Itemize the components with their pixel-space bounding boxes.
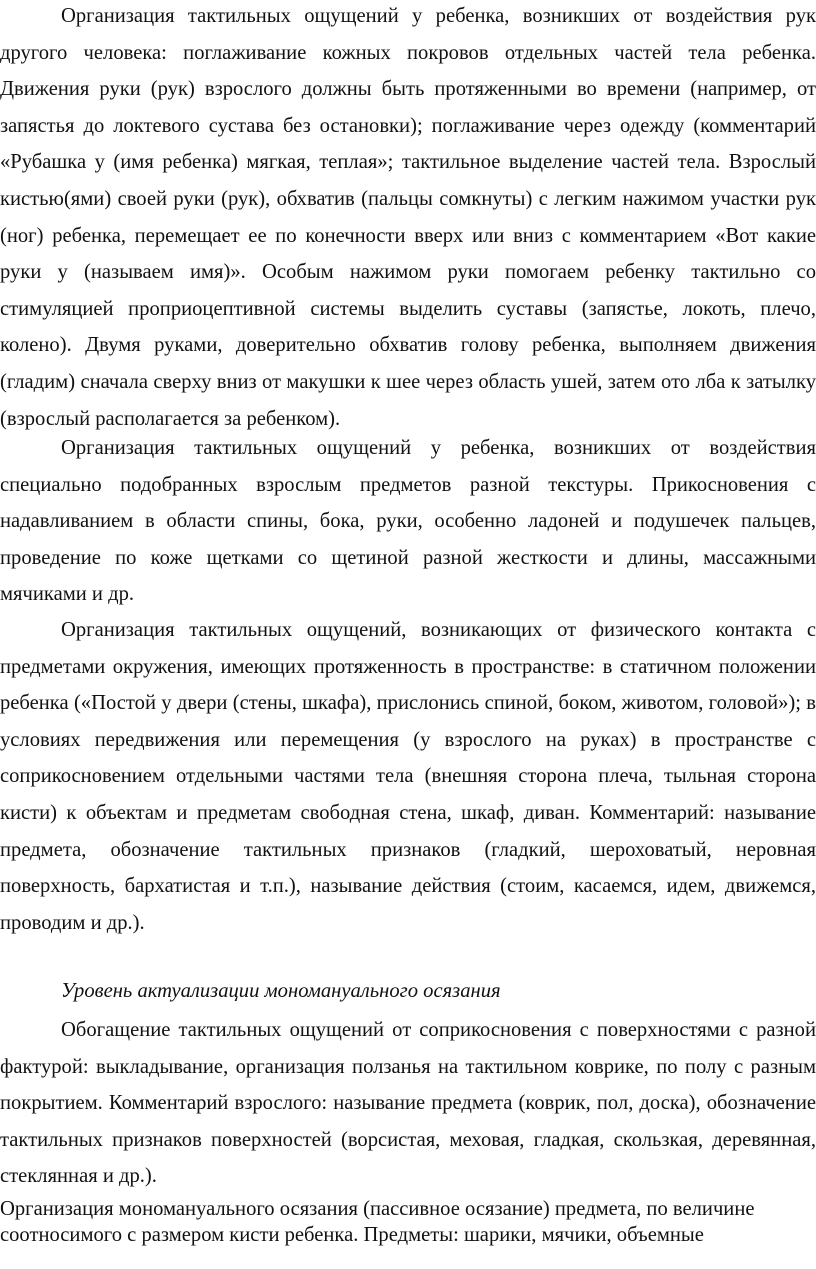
paragraph-tactile-environment: Организация тактильных ощущений, возникающих от физического контакта с предметами окружения, имеющих протяженность в пространстве: в статичном положении ребенка («Постой у двери (стены, шкафа), прислонись спиной, боком, животом, головой»); в условиях передвижения или перемещения (у взрослого на руках) в пространстве с соприкосновением отдельными частями тела (внешняя сторона плеча, тыльная сторона кисти) к объектам и предметам свободная стена, шкаф, диван. Комментарий: называние предмета, обозначение тактильных признаков (гладкий, шероховатый, неровная поверхность, бархатистая и т.п.), называние действия (стоим, касаемся, идем, движемся, проводим и др.). xyxy=(0,619,816,934)
section-heading: Уровень актуализации мономануального осязания xyxy=(61,980,501,1002)
paragraph-tactile-objects: Организация тактильных ощущений у ребенка, возникших от воздействия специально подобранных взрослым предметов разной текстуры. Прикосновения с надавливанием в области спины, бока, руки, особенно ладоней и подушечек пальцев, проведение по коже щетками со щетиной разной жесткости и длины, массажными мячиками и др. xyxy=(0,437,816,606)
paragraph-monomanual: Организация мономануального осязания (пассивное осязание) предмета, по величине соотносимого с размером кисти ребенка. Предметы: шарики, мячики, объемные xyxy=(0,1198,755,1246)
paragraph-tactile-hands: Организация тактильных ощущений у ребенка, возникших от воздействия рук другого человека: поглаживание кожных покровов отдельных частей тела ребенка. Движения руки (рук) взрослого должны быть протяженными во времени (например, от запястья до локтевого сустава без остановки); поглаживание через одежду (комментарий «Рубашка у (имя ребенка) мягкая, теплая»; тактильное выделение частей тела. Взрослый кистью(ями) своей руки (рук), обхватив (пальцы сомкнуты) с легким нажимом участки рук (ног) ребенка, перемещает ее по конечности вверх или вниз с комментарием «Вот какие руки у (называем имя)». Особым нажимом руки помогаем ребенку тактильно со стимуляцией проприоцептивной системы выделить суставы (запястье, локоть, плечо, колено). Двумя руками, доверительно обхватив голову ребенка, выполняем движения (гладим) сначала сверху вниз от макушки к шее через область ушей, затем ото лба к затылку (взрослый располагается за ребенком). xyxy=(0,5,816,430)
paragraph-surface-textures: Обогащение тактильных ощущений от соприкосновения с поверхностями с разной фактурой: выкладывание, организация ползанья на тактильном коврике, по полу с разным покрытием. Комментарий взрослого: называние предмета (коврик, пол, доска), обозначение тактильных признаков поверхностей (ворсистая, меховая, гладкая, скользкая, деревянная, стеклянная и др.). xyxy=(0,1019,816,1188)
